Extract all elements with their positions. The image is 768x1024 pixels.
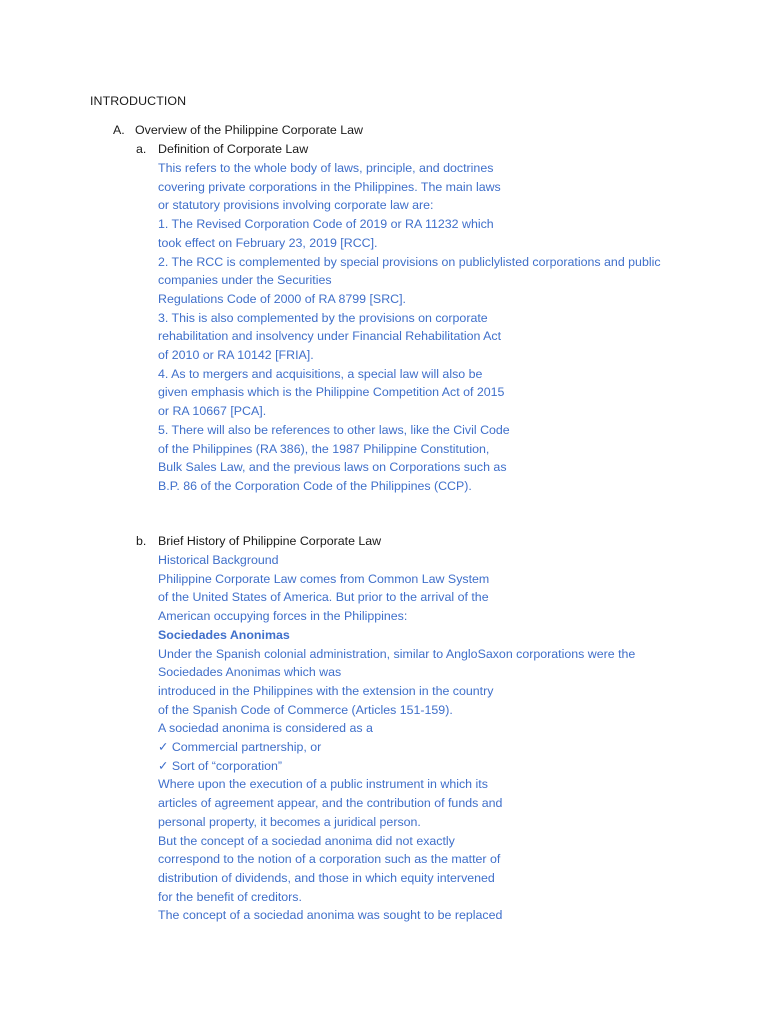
paragraph-line: introduced in the Philippines with the extension in the country (158, 683, 494, 698)
paragraph-line: But the concept of a sociedad anonima did not exactly (158, 833, 455, 848)
item-b-title: Brief History of Philippine Corporate Law (158, 534, 382, 548)
paragraph-line: of the United States of America. But prior to the arrival of the (158, 590, 489, 605)
item-a-title: Definition of Corporate Law (158, 142, 309, 156)
paragraph-line: 1. The Revised Corporation Code of 2019 or RA 11232 which (158, 217, 494, 232)
section-a-title: Overview of the Philippine Corporate Law (135, 123, 363, 137)
item-b-body (158, 551, 698, 925)
paragraph-line: Bulk Sales Law, and the previous laws on Corporations such as (158, 460, 507, 475)
item-a-header (136, 142, 308, 156)
paragraph-line: Where upon the execution of a public instrument in which its (158, 777, 488, 792)
paragraph-line: of 2010 or RA 10142 [FRIA]. (158, 348, 314, 363)
paragraph-line: This refers to the whole body of laws, principle, and doctrines (158, 161, 494, 175)
paragraph-line: personal property, it becomes a juridical person. (158, 814, 421, 829)
paragraph-line: American occupying forces in the Philippines: (158, 609, 408, 624)
item-b-header (136, 534, 381, 548)
paragraph-line: Sociedades Anonimas which was (158, 665, 342, 680)
paragraph-line: correspond to the notion of a corporation such as the matter of (158, 852, 501, 867)
paragraph-line: articles of agreement appear, and the contribution of funds and (158, 796, 503, 811)
paragraph-line: given emphasis which is the Philippine Competition Act of 2015 (158, 385, 505, 400)
paragraph-line: of the Philippines (RA 386), the 1987 Philippine Constitution, (158, 441, 490, 456)
paragraph-line: Under the Spanish colonial administration, similar to AngloSaxon corporations were the (158, 646, 636, 661)
checklist-item: ✓ Sort of “corporation” (158, 758, 283, 773)
item-a-body (158, 159, 698, 496)
paragraph-line: for the benefit of creditors. (158, 889, 302, 904)
paragraph-line: 4. As to mergers and acquisitions, a special law will also be (158, 366, 483, 381)
paragraph-line: took effect on February 23, 2019 [RCC]. (158, 235, 378, 250)
paragraph-line: 2. The RCC is complemented by special provisions on publiclylisted corporations and public (158, 254, 661, 269)
item-a-marker: a. (136, 142, 147, 156)
paragraph-line: or statutory provisions involving corporate law are: (158, 198, 434, 213)
paragraph-line: distribution of dividends, and those in which equity intervened (158, 870, 495, 885)
paragraph-line: The concept of a sociedad anonima was sought to be replaced (158, 908, 503, 923)
paragraph-line: covering private corporations in the Philippines. The main laws (158, 179, 501, 194)
paragraph-line: Regulations Code of 2000 of RA 8799 [SRC]. (158, 291, 406, 306)
paragraph-line: Philippine Corporate Law comes from Common Law System (158, 571, 490, 586)
paragraph-line: Historical Background (158, 553, 279, 567)
paragraph-line: companies under the Securities (158, 273, 332, 288)
section-a-header (113, 123, 363, 137)
document-heading: INTRODUCTION (90, 94, 187, 108)
paragraph-line: or RA 10667 [PCA]. (158, 404, 267, 419)
paragraph-line: B.P. 86 of the Corporation Code of the Philippines (CCP). (158, 478, 472, 493)
paragraph-line: 3. This is also complemented by the provisions on corporate (158, 310, 488, 325)
paragraph-line: 5. There will also be references to other laws, like the Civil Code (158, 422, 510, 437)
item-b-marker: b. (136, 534, 147, 548)
paragraph-line: of the Spanish Code of Commerce (Articles 151-159). (158, 702, 453, 717)
subheading-sociedades: Sociedades Anonimas (158, 627, 290, 642)
section-a-marker: A. (113, 123, 125, 137)
paragraph-line: A sociedad anonima is considered as a (158, 721, 373, 736)
checklist-item: ✓ Commercial partnership, or (158, 740, 322, 755)
paragraph-line: rehabilitation and insolvency under Financial Rehabilitation Act (158, 329, 502, 344)
